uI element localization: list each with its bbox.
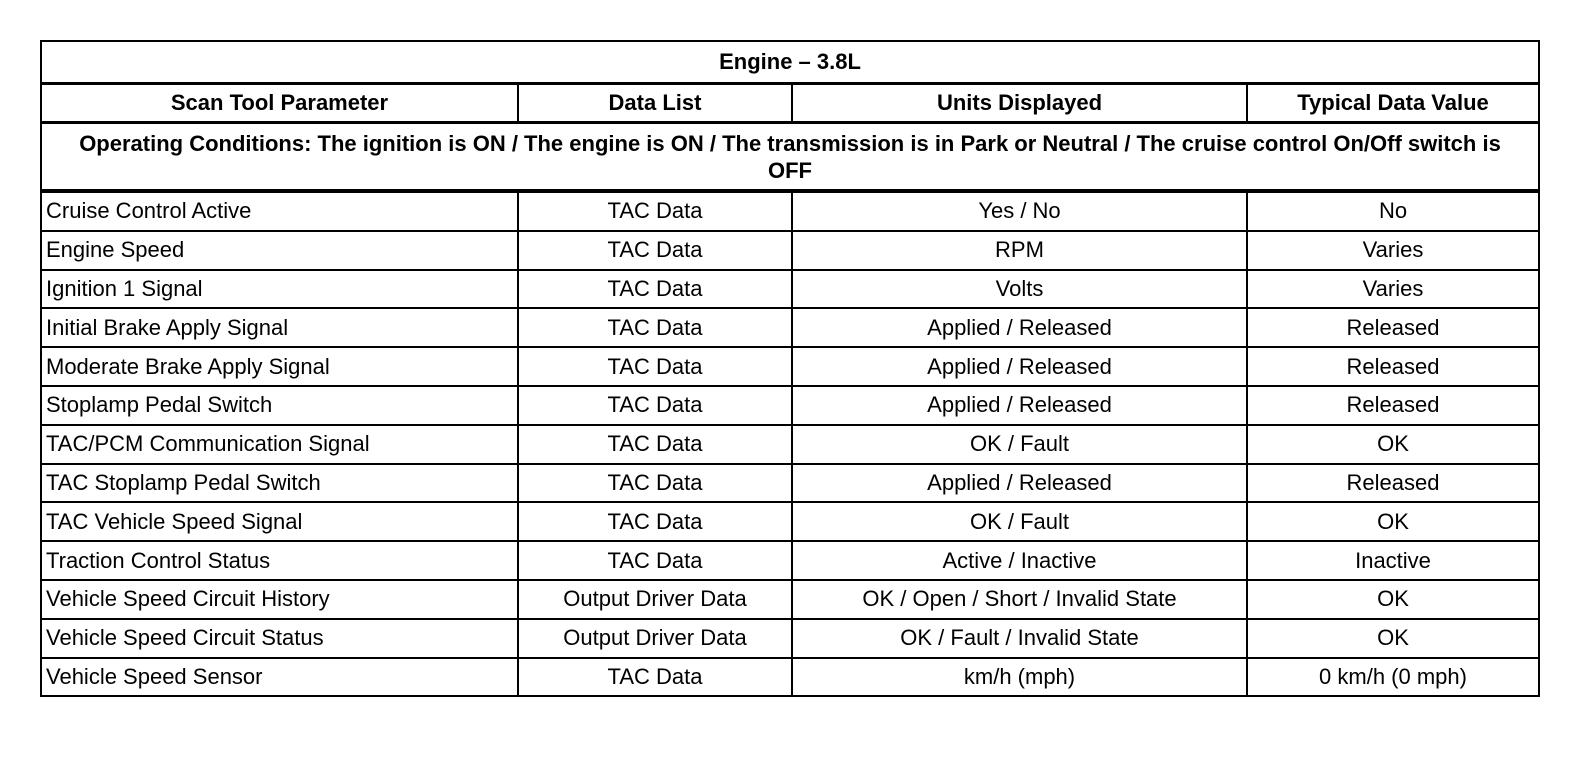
- units-cell: Yes / No: [792, 191, 1247, 231]
- typical-value-cell: Inactive: [1247, 541, 1539, 580]
- data-list-cell: TAC Data: [518, 191, 792, 231]
- param-cell: TAC/PCM Communication Signal: [41, 425, 518, 464]
- typical-value-cell: Varies: [1247, 231, 1539, 270]
- data-list-cell: Output Driver Data: [518, 580, 792, 619]
- table-row: [41, 464, 1539, 503]
- data-list-cell: Output Driver Data: [518, 619, 792, 658]
- table-row: [41, 658, 1539, 697]
- units-cell: Applied / Released: [792, 347, 1247, 386]
- table-header-row: [41, 84, 1539, 123]
- param-cell: Moderate Brake Apply Signal: [41, 347, 518, 386]
- param-cell: TAC Vehicle Speed Signal: [41, 502, 518, 541]
- table-row: [41, 541, 1539, 580]
- table-row: [41, 580, 1539, 619]
- table-row: [41, 270, 1539, 309]
- table-title: Engine – 3.8L: [41, 41, 1539, 84]
- units-cell: OK / Fault: [792, 502, 1247, 541]
- table-row: [41, 619, 1539, 658]
- param-cell: Vehicle Speed Sensor: [41, 658, 518, 697]
- header-data-list: Data List: [518, 84, 792, 123]
- data-list-cell: TAC Data: [518, 386, 792, 425]
- data-list-cell: TAC Data: [518, 541, 792, 580]
- param-cell: Vehicle Speed Circuit Status: [41, 619, 518, 658]
- typical-value-cell: Released: [1247, 464, 1539, 503]
- typical-value-cell: Released: [1247, 308, 1539, 347]
- header-typical-data-value: Typical Data Value: [1247, 84, 1539, 123]
- data-list-cell: TAC Data: [518, 231, 792, 270]
- units-cell: km/h (mph): [792, 658, 1247, 697]
- typical-value-cell: No: [1247, 191, 1539, 231]
- typical-value-cell: OK: [1247, 502, 1539, 541]
- data-list-cell: TAC Data: [518, 502, 792, 541]
- units-cell: Applied / Released: [792, 308, 1247, 347]
- units-cell: RPM: [792, 231, 1247, 270]
- scan-tool-data-table: [40, 40, 1540, 697]
- param-cell: Engine Speed: [41, 231, 518, 270]
- header-scan-tool-parameter: Scan Tool Parameter: [41, 84, 518, 123]
- units-cell: OK / Fault: [792, 425, 1247, 464]
- typical-value-cell: 0 km/h (0 mph): [1247, 658, 1539, 697]
- operating-conditions: Operating Conditions: The ignition is ON / The engine is ON / The transmission is in Park or Neutral / The cruise control On/Off switch is OFF: [41, 123, 1539, 192]
- param-cell: Ignition 1 Signal: [41, 270, 518, 309]
- data-list-cell: TAC Data: [518, 425, 792, 464]
- param-cell: Cruise Control Active: [41, 191, 518, 231]
- table-row: [41, 425, 1539, 464]
- param-cell: Vehicle Speed Circuit History: [41, 580, 518, 619]
- units-cell: Active / Inactive: [792, 541, 1247, 580]
- param-cell: TAC Stoplamp Pedal Switch: [41, 464, 518, 503]
- typical-value-cell: OK: [1247, 580, 1539, 619]
- table-row: [41, 502, 1539, 541]
- data-list-cell: TAC Data: [518, 464, 792, 503]
- table-row: [41, 386, 1539, 425]
- param-cell: Stoplamp Pedal Switch: [41, 386, 518, 425]
- units-cell: OK / Open / Short / Invalid State: [792, 580, 1247, 619]
- data-list-cell: TAC Data: [518, 347, 792, 386]
- data-list-cell: TAC Data: [518, 658, 792, 697]
- typical-value-cell: OK: [1247, 619, 1539, 658]
- data-list-cell: TAC Data: [518, 308, 792, 347]
- typical-value-cell: Varies: [1247, 270, 1539, 309]
- table-row: [41, 308, 1539, 347]
- header-units-displayed: Units Displayed: [792, 84, 1247, 123]
- units-cell: Volts: [792, 270, 1247, 309]
- param-cell: Traction Control Status: [41, 541, 518, 580]
- units-cell: Applied / Released: [792, 464, 1247, 503]
- table-row: [41, 191, 1539, 231]
- param-cell: Initial Brake Apply Signal: [41, 308, 518, 347]
- typical-value-cell: OK: [1247, 425, 1539, 464]
- typical-value-cell: Released: [1247, 386, 1539, 425]
- data-list-cell: TAC Data: [518, 270, 792, 309]
- table-row: [41, 347, 1539, 386]
- units-cell: Applied / Released: [792, 386, 1247, 425]
- table-title-row: [41, 41, 1539, 84]
- typical-value-cell: Released: [1247, 347, 1539, 386]
- table-row: [41, 231, 1539, 270]
- operating-conditions-row: [41, 123, 1539, 192]
- units-cell: OK / Fault / Invalid State: [792, 619, 1247, 658]
